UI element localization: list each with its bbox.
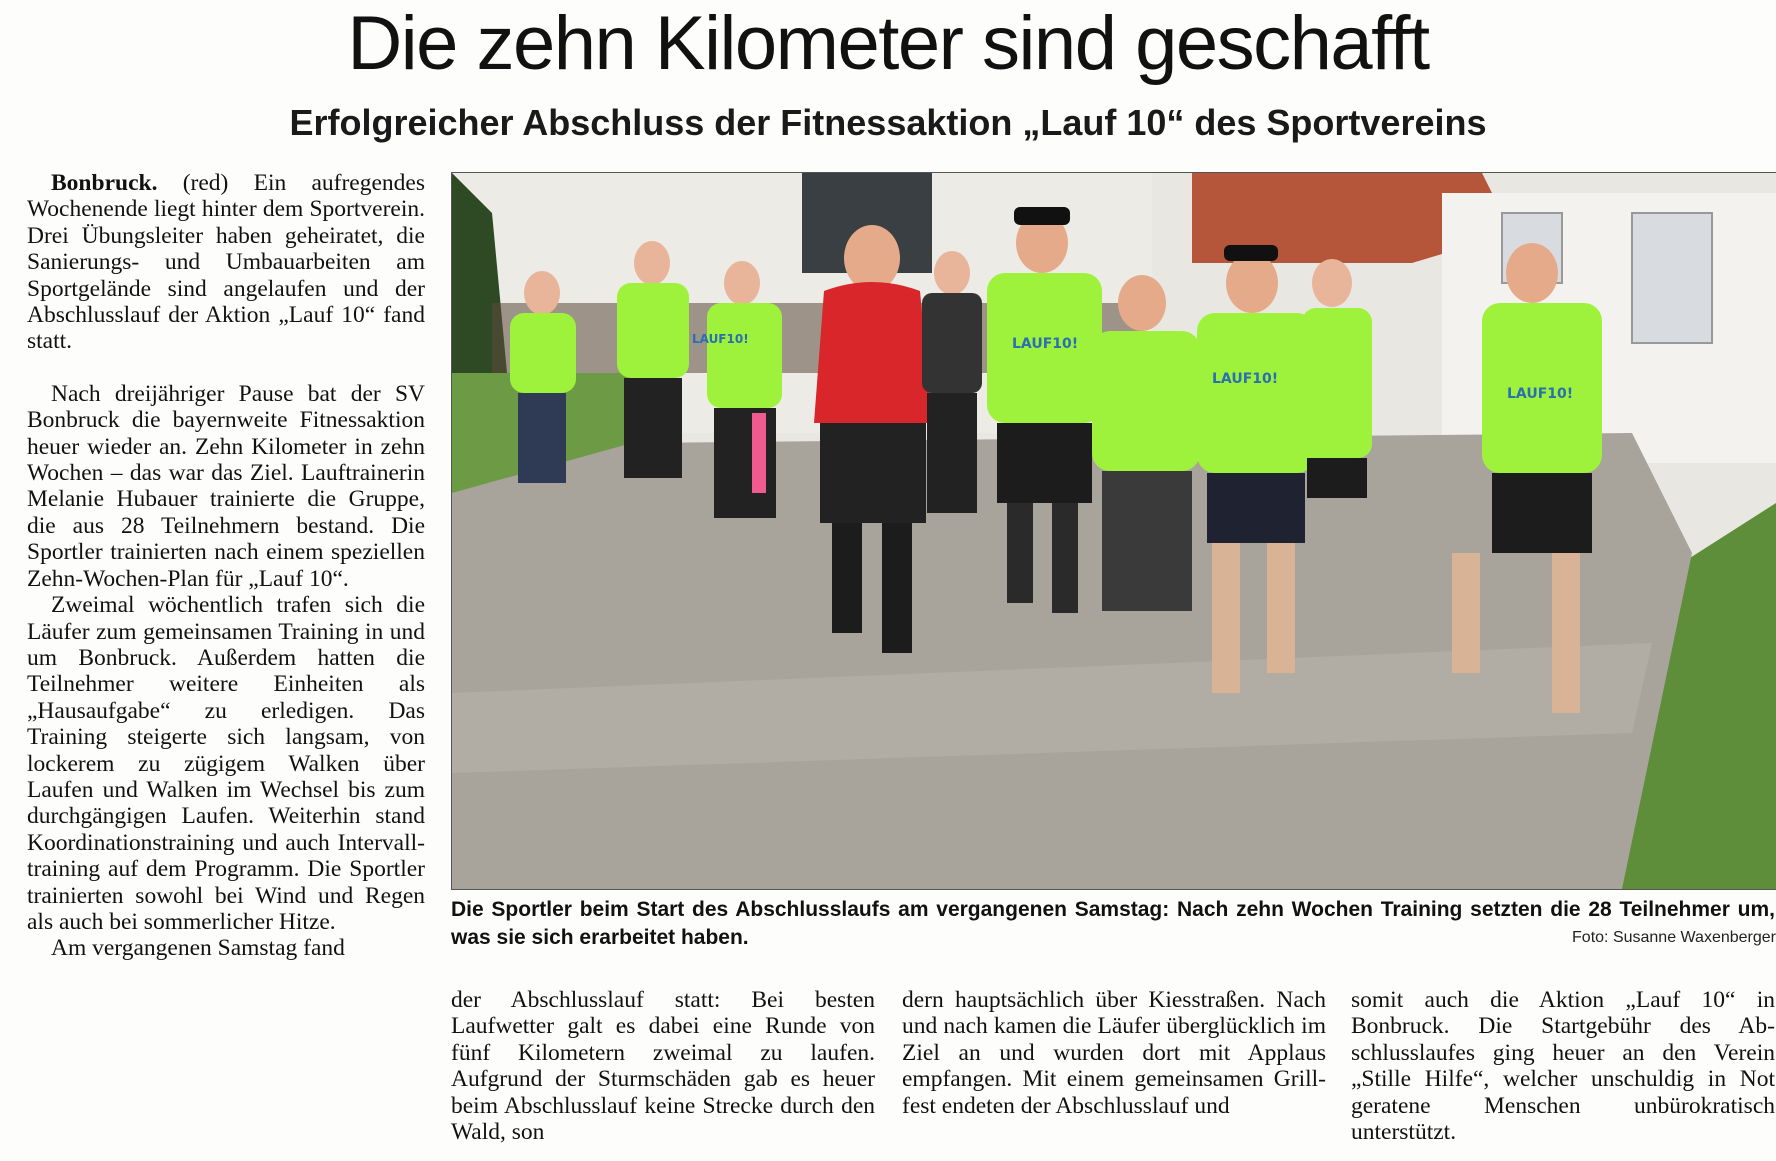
article-headline: Die zehn Kilometer sind geschafft — [347, 1, 1429, 86]
article-paragraph: der Abschlusslauf statt: Bei besten Laufwetter galt es dabei eine Runde von fünf Kilometern zweimal zu laufen. Aufgrund der Sturmschäden gab es heuer beim Abschlusslauf keine Strecke durch den Wald, son — [451, 987, 875, 1146]
article-paragraph: Zweimal wöchentlich trafen sich die Läufer zum gemeinsamen Training in und um Bonbruck. Außerdem hatten die Teilnehmer weitere Einheiten als „Hausaufgabe“ zu erledigen. Das Training steigerte sich langsam, von lockerem zu zügigem Walken über Laufen und Walken im Wechsel bis zum durchgängigen Laufen. Weiterhin stand Koordinationstraining und auch Intervalltraining auf dem Programm. Die Sportler trainierten sowohl bei Wind und Regen als auch bei sommerlicher Hitze. — [27, 592, 425, 935]
photo-caption: Die Sportler beim Start des Abschlusslaufs am vergangenen Samstag: Nach zehn Wochen Training setzten die 28 Teilnehmer um, was sie sich erarbeitet haben. — [451, 898, 1775, 949]
article-column-2 — [451, 987, 875, 1157]
photo-credit: Foto: Susanne Waxenberger — [1572, 929, 1776, 946]
dateline: Bonbruck. — [51, 170, 158, 196]
article-subheadline: Erfolgreicher Abschluss der Fitnessaktion „Lauf 10“ des Sportvereins — [289, 102, 1487, 143]
paragraph-text: (red) Ein aufregendes Wochenende liegt hinter dem Sportverein. Drei Übungsleiter haben geheiratet, die Sanierungs- und Umbauarbeiten am Sportgelände sind angelaufen und der Abschlusslauf der Aktion „Lauf 10“ fand statt. — [27, 170, 425, 355]
shirt-label: LAUF10! — [692, 332, 749, 346]
shirt-label: LAUF10! — [1212, 371, 1279, 387]
article-photo — [451, 172, 1776, 890]
article-paragraph: dern hauptsächlich über Kiesstraßen. Nach und nach kamen die Läufer überglücklich im Ziel an und wurden dort mit Applaus empfangen. Mit einem gemeinsamen Grillfest endeten der Abschlusslauf und — [902, 987, 1326, 1119]
article-paragraph: Nach dreijähriger Pause bat der SV Bonbruck die bayernweite Fitnessaktion heuer wieder an. Zehn Kilometer in zehn Wochen – das war das Ziel. Lauftrainerin Melanie Hubauer trainierte die Gruppe, die aus 28 Teilnehmern bestand. Die Sportler trainierten nach einem speziellen Zehn-Wochen-Plan für „Lauf 10“. — [27, 380, 425, 592]
article-paragraph: somit auch die Aktion „Lauf 10“ in Bonbruck. Die Startgebühr des Abschlusslaufes ging heuer an den Verein „Stille Hilfe“, welcher unschuldig in Not geratene Menschen unbürokratisch unterstützt. — [1351, 987, 1775, 1146]
article-column-3 — [902, 987, 1326, 1157]
shirt-label: LAUF10! — [1507, 386, 1574, 402]
shirt-label: LAUF10! — [1012, 336, 1079, 352]
article-column-4 — [1351, 987, 1775, 1157]
article-paragraph: Am vergangenen Samstag fand — [51, 935, 345, 962]
article-paragraph — [27, 170, 425, 355]
article-column-1 — [27, 170, 425, 1160]
